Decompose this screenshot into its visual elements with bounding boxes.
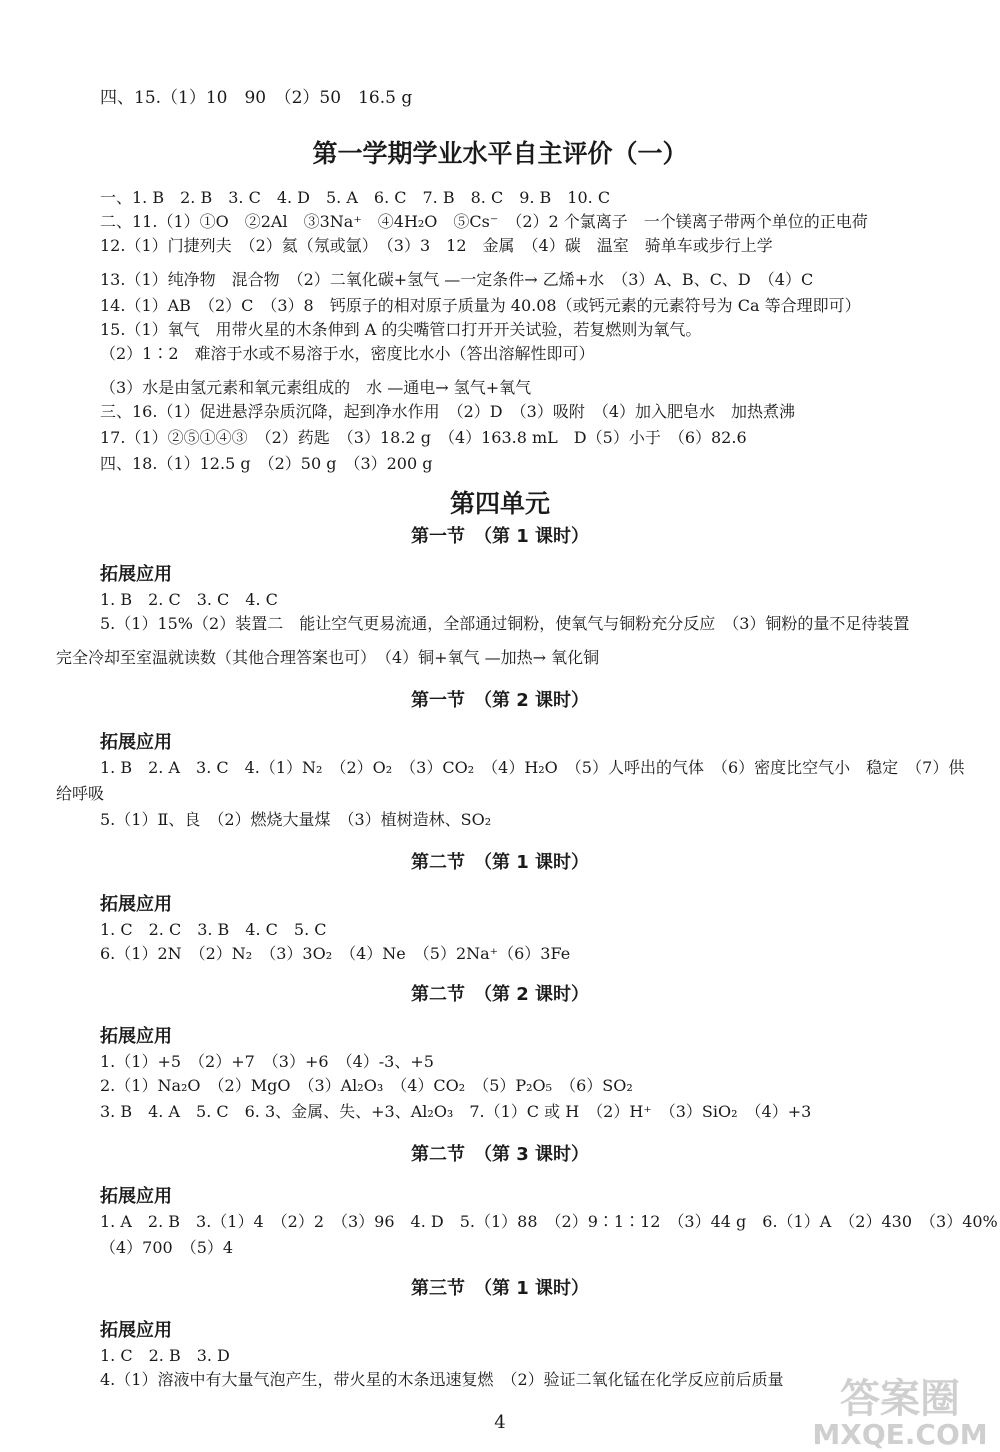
top-answer-line: 四、15.（1）10 90 （2）50 16.5 g [100, 88, 413, 108]
answer-line: 给呼吸 [56, 784, 105, 803]
unit-title: 第四单元 [449, 489, 550, 518]
answer-line: （4）700 （5）4 [100, 1238, 234, 1257]
answer-line: 15.（1）氧气 用带火星的木条伸到 A 的尖嘴管口打开开关试验，若复燃则为氧气。 [100, 320, 702, 339]
lesson-heading: 第二节 （第 1 课时） [410, 852, 590, 873]
answer-line: 13.（1）纯净物 混合物 （2）二氧化碳+氢气 —一定条件→ 乙烯+水 （3）A、B、C、D （4）C [100, 270, 814, 289]
lesson-heading: 第二节 （第 3 课时） [410, 1144, 590, 1165]
answer-line: 2.（1）Na₂O （2）MgO （3）Al₂O₃ （4）CO₂ （5）P₂O₅ （6）SO₂ [100, 1076, 633, 1095]
answer-line: 1. C 2. C 3. B 4. C 5. C [100, 920, 327, 939]
answer-line: 5.（1）Ⅱ、良 （2）燃烧大量煤 （3）植树造林、SO₂ [100, 810, 492, 829]
answer-line: 17.（1）②⑤①④③ （2）药匙 （3）18.2 g （4）163.8 mL D（5）小于 （6）82.6 [100, 428, 747, 447]
lesson-heading: 第一节 （第 1 课时） [410, 526, 590, 547]
answer-line: 1. C 2. B 3. D [100, 1346, 230, 1365]
answer-line: 5.（1）15%（2）装置二 能让空气更易流通，全部通过铜粉，使氧气与铜粉充分反应 （3）铜粉的量不足待装置 [100, 614, 910, 633]
answer-line: 14.（1）AB （2）C （3）8 钙原子的相对原子质量为 40.08（或钙元素的元素符号为 Ca 等合理即可） [100, 296, 861, 315]
watermark-bottom: MXQE.COM [812, 1418, 988, 1451]
answer-line: （3）水是由氢元素和氧元素组成的 水 —通电→ 氢气+氧气 [100, 378, 532, 397]
answer-line: 一、1. B 2. B 3. C 4. D 5. A 6. C 7. B 8. C 9. B 10. C [100, 188, 611, 207]
answer-line: 6.（1）2N （2）N₂ （3）3O₂ （4）Ne （5）2Na⁺（6）3Fe [100, 944, 571, 963]
answer-line: 1. A 2. B 3.（1）4 （2）2 （3）96 4. D 5.（1）88 （2）9∶1∶12 （3）44 g 6.（1）A （2）430 （3）40% [100, 1212, 998, 1231]
answer-line: 1. B 2. C 3. C 4. C [100, 590, 278, 609]
subheading-application: 拓展应用 [100, 1320, 172, 1341]
subheading-application: 拓展应用 [100, 1186, 172, 1207]
answer-line: 12.（1）门捷列夫 （2）氦（氖或氩） （3）3 12 金属 （4）碳 温室 骑单车或步行上学 [100, 236, 773, 255]
answer-line: 4.（1）溶液中有大量气泡产生，带火星的木条迅速复燃 （2）验证二氧化锰在化学反应前后质量 [100, 1370, 784, 1389]
section-title-evaluation: 第一学期学业水平自主评价（一） [312, 139, 688, 168]
subheading-application: 拓展应用 [100, 1026, 172, 1047]
answer-line: 四、18.（1）12.5 g （2）50 g （3）200 g [100, 454, 433, 473]
answer-line: 1.（1）+5 （2）+7 （3）+6 （4）-3、+5 [100, 1052, 434, 1071]
answer-line: 3. B 4. A 5. C 6. 3、金属、失、+3、Al₂O₃ 7.（1）C 或 H （2）H⁺ （3）SiO₂ （4）+3 [100, 1102, 812, 1121]
lesson-heading: 第二节 （第 2 课时） [410, 984, 590, 1005]
subheading-application: 拓展应用 [100, 894, 172, 915]
watermark-top: 答案圈 [840, 1376, 960, 1422]
answer-line: （2）1∶2 难溶于水或不易溶于水，密度比水小（答出溶解性即可） [100, 344, 595, 363]
lesson-heading: 第一节 （第 2 课时） [410, 690, 590, 711]
answer-line: 完全冷却至室温就读数（其他合理答案也可） （4）铜+氧气 —加热→ 氧化铜 [56, 648, 600, 667]
subheading-application: 拓展应用 [100, 564, 172, 585]
watermark-logo [800, 1368, 1000, 1452]
subheading-application: 拓展应用 [100, 732, 172, 753]
page-number: 4 [494, 1412, 506, 1433]
answer-line: 二、11.（1）①O ②2Al ③3Na⁺ ④4H₂O ⑤Cs⁻ （2）2 个氯离子 一个镁离子带两个单位的正电荷 [100, 212, 868, 231]
lesson-heading: 第三节 （第 1 课时） [410, 1278, 590, 1299]
answer-line: 1. B 2. A 3. C 4.（1）N₂ （2）O₂ （3）CO₂ （4）H₂O （5）人呼出的气体 （6）密度比空气小 稳定 （7）供 [100, 758, 965, 777]
answer-line: 三、16.（1）促进悬浮杂质沉降，起到净水作用 （2）D （3）吸附 （4）加入肥皂水 加热煮沸 [100, 402, 795, 421]
